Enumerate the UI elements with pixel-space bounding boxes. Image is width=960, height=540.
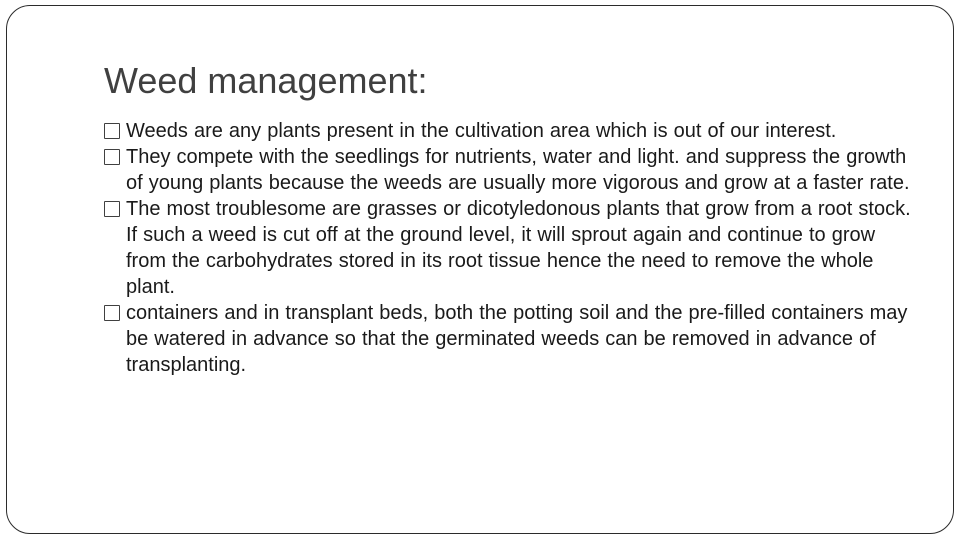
slide-title: Weed management: [104,60,428,101]
bullet-item [102,118,914,144]
hollow-square-icon [104,201,120,217]
bullet-item [102,196,914,300]
bullet-text: Weeds are any plants present in the cultivation area which is out of our interest. [126,120,837,142]
bullet-item [102,144,914,196]
hollow-square-icon [104,149,120,165]
bullet-text: They compete with the seedlings for nutrients, water and light. and suppress the growth of young plants because the weeds are usually more vigorous and grow at a faster rate. [126,146,910,194]
bullet-text: containers and in transplant beds, both the potting soil and the pre-filled containers may be watered in advance so that the germinated weeds can be removed in advance of transplanting. [126,302,908,376]
bullet-list [102,118,914,378]
bullet-item [102,300,914,378]
hollow-square-icon [104,123,120,139]
bullet-text: The most troublesome are grasses or dicotyledonous plants that grow from a root stock. If such a weed is cut off at the ground level, it will sprout again and continue to grow from the carbohydrates stored in its root tissue hence the need to remove the whole plant. [126,198,911,298]
hollow-square-icon [104,305,120,321]
